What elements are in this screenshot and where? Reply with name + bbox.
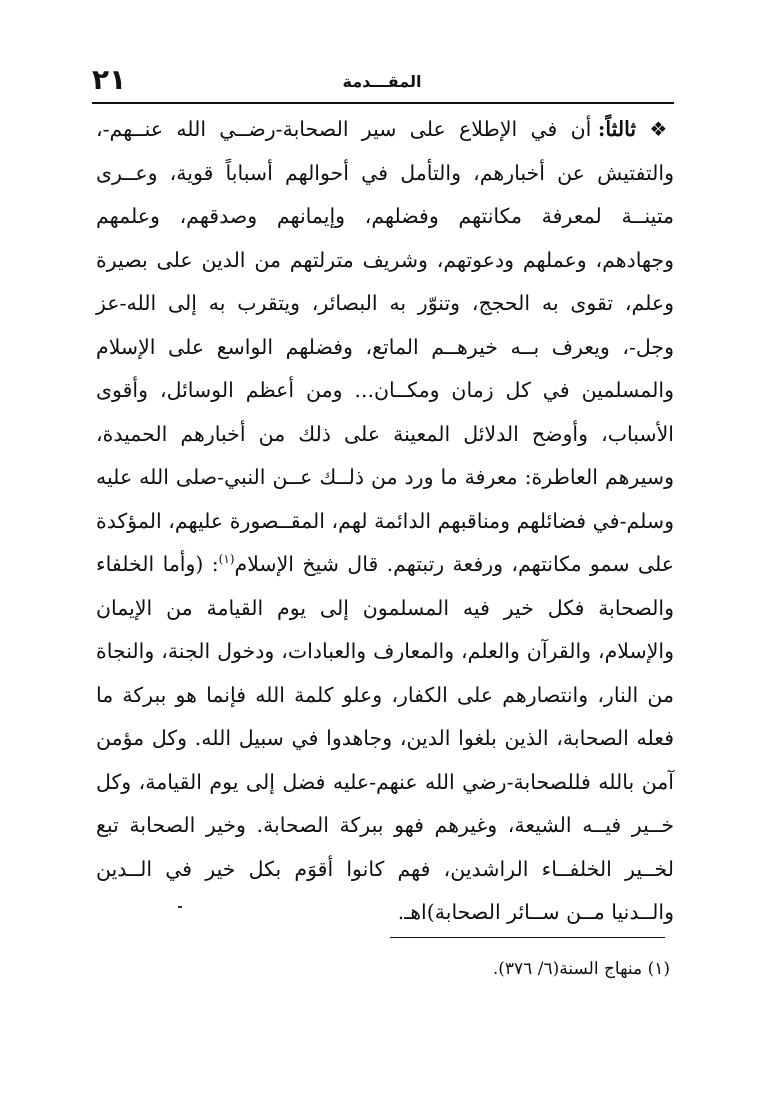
paragraph-text-part2: : (وأما الخلفاء والصحابة فكل خير فيه المسلمون إلى يوم القيامة من الإيمان والإسلام، والقرآن والعلم، والمعارف والعبادات، ودخول الجنة، والنجاة من النار، وانتصارهم على الكفار، وعلو كلمة الله فإنما هو ببركة ما فعله الصحابة، الذين بلغوا الدين، وجاهدوا في سبيل الله. وكل مؤمن آمن بالله فللصحابة-رضي الله عنهم-عليه فضل إلى يوم القيامة، وكل خــير فيــه الشيعة، وغيرهم فهو ببركة الصحابة. وخير الصحابة تبع لخــير الخلفــاء الراشدين، فهم كانوا أقوَم بكل خير في الــدين والــدنيا مــن ســائر الصحابة)اهـ. bbox=[96, 552, 674, 924]
paragraph-text-part1: أن في الإطلاع على سير الصحابة-رضــي الله عنــهم-، والتفتيش عن أخبارهم، والتأمل في أحوالهم أسباباً قوية، وعــرى متينــة لمعرفة مكانتهم وفضلهم، وإيمانهم وصدقهم، وعلمهم وجهادهم، وعملهم ودعوتهم، وشريف مترلتهم من الدين على بصيرة وعلم، تقوى به الحجج، وتنوّر به البصائر، ويتقرب به إلى الله-عز وجل-، ويعرف بــه خيرهــم الماتع، وفضلهم الواسع على الإسلام والمسلمين في كل زمان ومكــان... ومن أعظم الوسائل، وأقوى الأسباب، وأوضح الدلائل المعينة على ذلك من أخبارهم الحميدة، وسيرهم العاطرة: معرفة ما ورد من ذلــك عــن النبي-صلى الله عليه وسلم-في فضائلهم ومناقبهم الدائمة لهم، المقــصورة عليهم، المؤكدة على سمو مكانتهم، ورفعة رتبتهم. قال شيخ الإسلام bbox=[96, 117, 674, 576]
scan-speck bbox=[178, 906, 182, 908]
footnote-rule bbox=[390, 937, 665, 938]
page-number: ٢١ bbox=[92, 63, 127, 96]
paragraph bbox=[96, 108, 674, 935]
footnote: (١) منهاج السنة(٦/ ٣٧٦). bbox=[492, 959, 670, 979]
ornament-icon: ❖ bbox=[649, 117, 674, 141]
main-text bbox=[96, 108, 674, 935]
footnote-reference[interactable]: (١) bbox=[218, 552, 235, 567]
page-header bbox=[92, 62, 674, 106]
header-rule bbox=[92, 102, 674, 104]
lead-word: ثالثاً: bbox=[597, 117, 637, 141]
running-title: المقـــدمة bbox=[342, 72, 422, 91]
